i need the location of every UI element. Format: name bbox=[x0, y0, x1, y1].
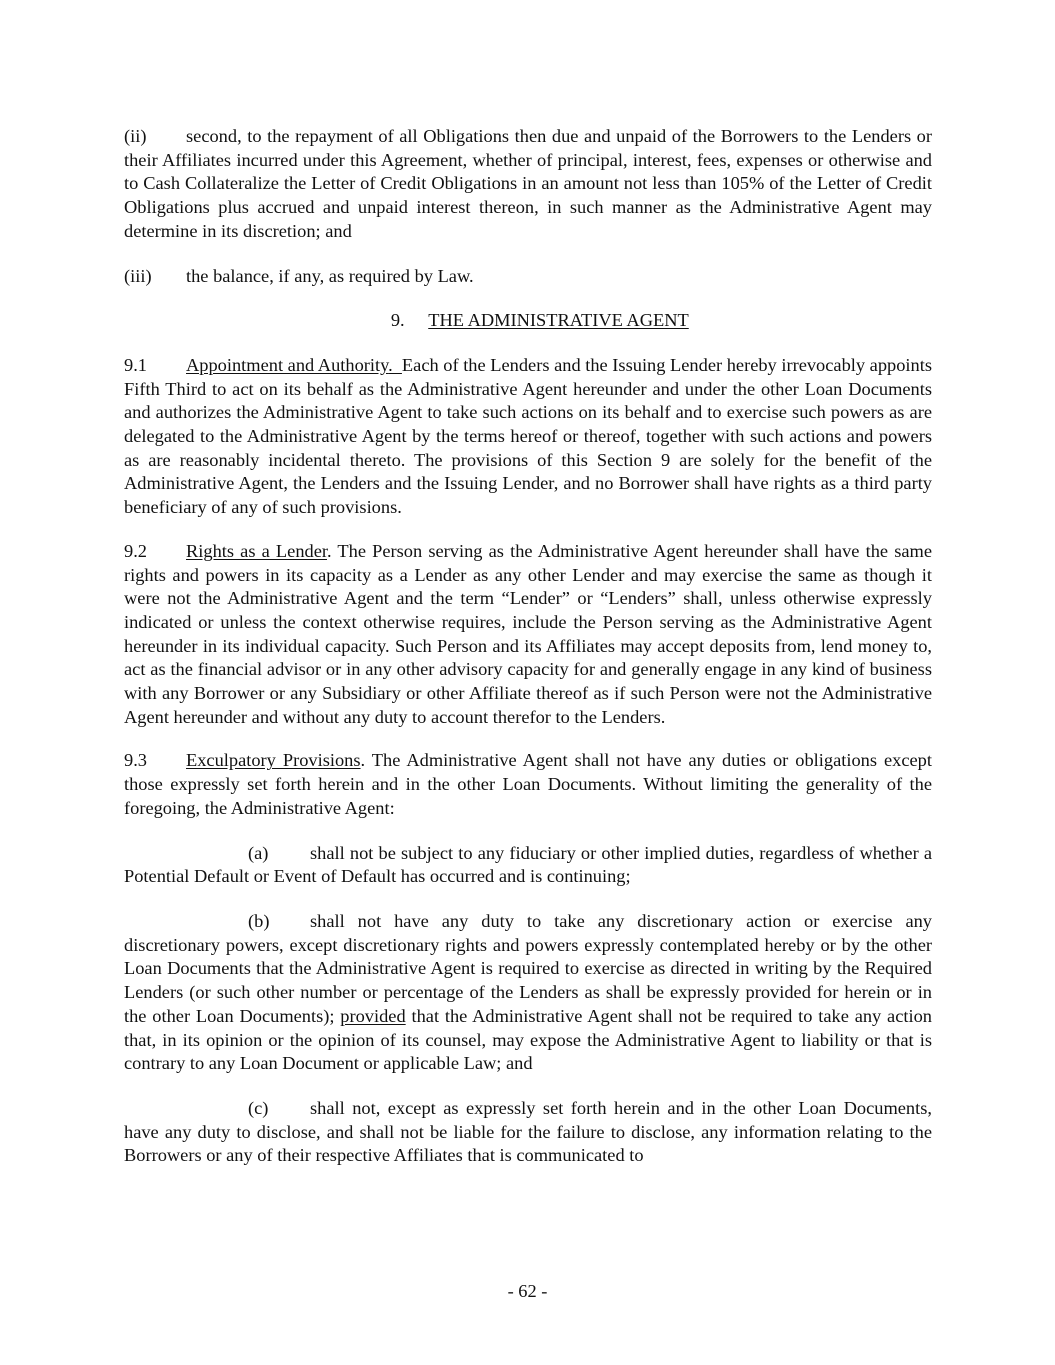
item-text: shall not have any duty to take any discretionary action or exercise any discretionary powers, except discretionary rights and powers expressly contemplated hereby or by the other Loan Documents that the Administrative Agent is required to exercise as directed in writing by the Required Lenders (or such other number or percentage of the Lenders as shall be expressly provided for herein or in the other Loan Documents); bbox=[124, 910, 932, 1026]
section-heading bbox=[124, 309, 932, 333]
subsection-title: Rights as a Lender bbox=[186, 540, 327, 561]
subsection-number: 9.3 bbox=[124, 750, 147, 771]
item-text-continued: that the Administrative Agent shall not be required to take any action that, in its opinion or the opinion of its counsel, may expose the Administrative Agent to liability or that is contrary to any Loan Document or applicable Law; and bbox=[124, 1005, 932, 1074]
item-text: shall not be subject to any fiduciary or other implied duties, regardless of whether a Potential Default or Event of Default has occurred and is continuing; bbox=[124, 842, 932, 887]
item-number: (b) bbox=[248, 910, 270, 931]
provided-term: provided bbox=[340, 1005, 406, 1026]
section-9-1 bbox=[124, 354, 932, 520]
page-number: - 62 - bbox=[507, 1281, 548, 1301]
item-number: (a) bbox=[248, 842, 269, 863]
subsection-number: 9.2 bbox=[124, 540, 147, 561]
section-9-2 bbox=[124, 540, 932, 730]
section-9-3 bbox=[124, 749, 932, 820]
subsection-text: . The Person serving as the Administrative Agent hereunder shall have the same rights and powers in its capacity as a Lender as any other Lender and may exercise the same as though it were not the Administrative Agent and the term “Lender” or “Lenders” shall, unless otherwise expressly indicated or unless the context otherwise requires, include the Person serving as the Administrative Agent hereunder in its individual capacity. Such Person and its Affiliates may accept deposits from, lend money to, act as the financial advisor or in any other advisory capacity for and generally engage in any kind of business with any Borrower or any Subsidiary or other Affiliate thereof as if such Person were not the Administrative Agent hereunder and without any duty to account therefor to the Lenders. bbox=[124, 540, 932, 727]
paragraph-text: the balance, if any, as required by Law. bbox=[186, 265, 474, 286]
document-page bbox=[124, 125, 932, 1168]
paragraph-number: (ii) bbox=[124, 126, 147, 146]
paragraph-number: (iii) bbox=[124, 265, 152, 286]
item-b bbox=[124, 910, 932, 1076]
subsection-title: Exculpatory Provisions bbox=[186, 750, 361, 771]
item-a bbox=[124, 842, 932, 889]
paragraph-text: second, to the repayment of all Obligations then due and unpaid of the Borrowers to the Lenders or their Affiliates incurred under this Agreement, whether of principal, interest, fees, expenses or otherwise and to Cash Collateralize the Letter of Credit Obligations in an amount not less than 105% of the Letter of Credit Obligations plus accrued and unpaid interest thereon, in such manner as the Administrative Agent may determine in its discretion; and bbox=[124, 126, 932, 241]
section-title: THE ADMINISTRATIVE AGENT bbox=[428, 310, 689, 331]
paragraph-iii bbox=[124, 265, 932, 289]
item-text: shall not, except as expressly set forth herein and in the other Loan Documents, have any duty to disclose, and shall not be liable for the failure to disclose, any information relating to the Borrowers or any of their respective Affiliates that is communicated to bbox=[124, 1097, 932, 1166]
subsection-title: Appointment and Authority bbox=[186, 354, 389, 375]
subsection-number: 9.1 bbox=[124, 354, 147, 375]
subsection-title-trail: . bbox=[388, 354, 402, 375]
subsection-text: . The Administrative Agent shall not have any duties or obligations except those expressly set forth herein and in the other Loan Documents. Without limiting the generality of the foregoing, the Administrative Agent: bbox=[124, 750, 932, 818]
item-number: (c) bbox=[248, 1097, 269, 1118]
subsection-text: Each of the Lenders and the Issuing Lender hereby irrevocably appoints Fifth Third to act on its behalf as the Administrative Agent hereunder and under the other Loan Documents and authorizes the Administrative Agent to take such actions on its behalf and to exercise such powers as are delegated to the Administrative Agent by the terms hereof or thereof, together with such actions and powers as are reasonably incidental thereto. The provisions of this Section 9 are solely for the benefit of the Administrative Agent, the Lenders and the Issuing Lender, and no Borrower shall have rights as a third party beneficiary of any of such provisions. bbox=[124, 354, 933, 518]
paragraph-ii bbox=[124, 125, 932, 244]
item-c bbox=[124, 1097, 932, 1168]
section-number: 9. bbox=[390, 310, 405, 331]
